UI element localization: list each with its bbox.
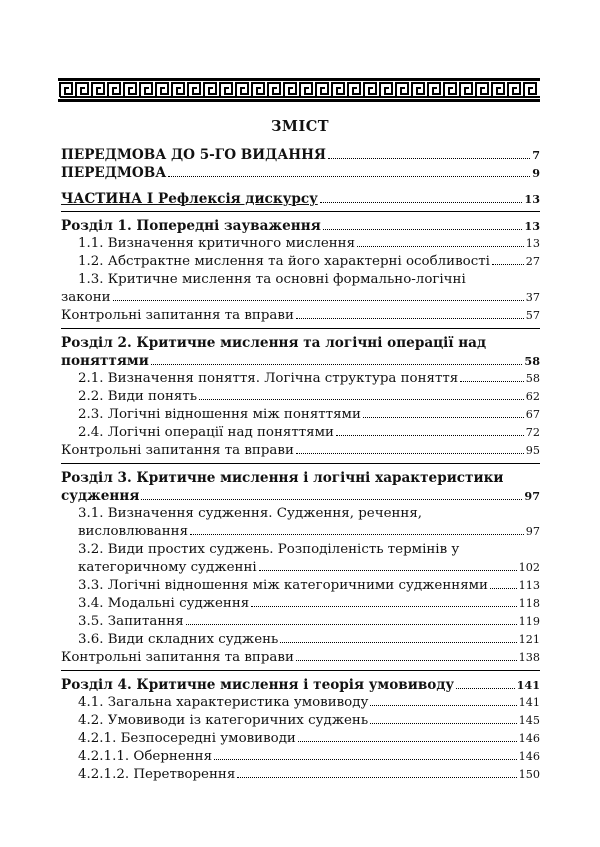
toc-entry-1-1[interactable]: 1.1. Визначення критичного мислення 13 bbox=[78, 236, 540, 251]
toc-entry-chapter-2[interactable]: поняттями 58 bbox=[61, 353, 540, 369]
section-divider bbox=[61, 328, 540, 329]
leader-dots bbox=[323, 229, 523, 230]
toc-entry-3-5[interactable]: 3.5. Запитання 119 bbox=[78, 614, 540, 629]
leader-dots bbox=[141, 499, 522, 500]
toc-entry-4-2[interactable]: 4.2. Умовиводи із категоричних суджень 145 bbox=[78, 713, 540, 728]
toc-entry-part-1[interactable]: ЧАСТИНА І Рефлексія дискурсу 13 bbox=[61, 191, 540, 207]
toc-entry-chapter-3[interactable]: судження 97 bbox=[61, 488, 540, 504]
toc-entry-1-3-line1[interactable]: 1.3. Критичне мислення та основні формально-логічні bbox=[78, 272, 466, 287]
toc-entry-4-2-1[interactable]: 4.2.1. Безпосередні умовиводи 146 bbox=[78, 731, 540, 746]
toc-entry-foreword[interactable]: ПЕРЕДМОВА 9 bbox=[61, 165, 540, 181]
leader-dots bbox=[296, 660, 517, 661]
toc-entry-chapter-4[interactable]: Розділ 4. Критичне мислення і теорія умовиводу 141 bbox=[61, 677, 540, 693]
toc-entry-2-3[interactable]: 2.3. Логічні відношення між поняттями 67 bbox=[78, 407, 540, 422]
leader-dots bbox=[460, 381, 523, 382]
leader-dots bbox=[186, 624, 517, 625]
leader-dots bbox=[259, 570, 517, 571]
section-divider bbox=[61, 670, 540, 671]
toc-entry-1-2[interactable]: 1.2. Абстрактне мислення та його характерні особливості 27 bbox=[78, 254, 540, 269]
toc-entry-foreword-5th-edition[interactable]: ПЕРЕДМОВА ДО 5-ГО ВИДАННЯ 7 bbox=[61, 147, 540, 163]
meander-pattern bbox=[60, 83, 540, 97]
toc-entry-4-2-1-2[interactable]: 4.2.1.2. Перетворення 150 bbox=[78, 767, 540, 782]
toc-entry-1-3[interactable]: закони 37 bbox=[61, 290, 540, 305]
toc-entry-ch3-questions[interactable]: Контрольні запитання та вправи 138 bbox=[61, 650, 540, 665]
toc-entry-3-1-line1[interactable]: 3.1. Визначення судження. Судження, речення, bbox=[78, 506, 423, 521]
toc-entry-chapter-2-line1[interactable]: Розділ 2. Критичне мислення та логічні операції над bbox=[61, 335, 487, 351]
toc-entry-2-2[interactable]: 2.2. Види понять 62 bbox=[78, 389, 540, 404]
leader-dots bbox=[363, 417, 524, 418]
greek-key-border-ornament bbox=[58, 78, 540, 102]
leader-dots bbox=[280, 642, 516, 643]
toc-entry-2-1[interactable]: 2.1. Визначення поняття. Логічна структура поняття 58 bbox=[78, 371, 540, 386]
toc-entry-chapter-3-line1[interactable]: Розділ 3. Критичне мислення і логічні характеристики bbox=[61, 470, 504, 486]
toc-entry-3-2[interactable]: категоричному судженні 102 bbox=[78, 560, 540, 575]
leader-dots bbox=[151, 364, 523, 365]
toc-entry-3-6[interactable]: 3.6. Види складних суджень 121 bbox=[78, 632, 540, 647]
toc-entry-4-2-1-1[interactable]: 4.2.1.1. Обернення 146 bbox=[78, 749, 540, 764]
toc-entry-3-1[interactable]: висловлювання 97 bbox=[78, 524, 540, 539]
leader-dots bbox=[357, 246, 524, 247]
leader-dots bbox=[168, 176, 530, 177]
toc-entry-3-4[interactable]: 3.4. Модальні судження 118 bbox=[78, 596, 540, 611]
leader-dots bbox=[370, 705, 516, 706]
leader-dots bbox=[336, 435, 524, 436]
toc-entry-3-2-line1[interactable]: 3.2. Види простих суджень. Розподіленість термінів у bbox=[78, 542, 460, 557]
leader-dots bbox=[296, 318, 524, 319]
toc-entry-chapter-1[interactable]: Розділ 1. Попередні зауваження 13 bbox=[61, 218, 540, 234]
leader-dots bbox=[370, 723, 516, 724]
toc-title: ЗМІСТ bbox=[270, 118, 330, 135]
leader-dots bbox=[492, 264, 524, 265]
toc-entry-ch1-questions[interactable]: Контрольні запитання та вправи 57 bbox=[61, 308, 540, 323]
leader-dots bbox=[298, 741, 517, 742]
leader-dots bbox=[214, 759, 517, 760]
leader-dots bbox=[296, 453, 524, 454]
table-of-contents bbox=[61, 146, 540, 784]
leader-dots bbox=[320, 202, 523, 203]
toc-entry-2-4[interactable]: 2.4. Логічні операції над поняттями 72 bbox=[78, 425, 540, 440]
toc-entry-ch2-questions[interactable]: Контрольні запитання та вправи 95 bbox=[61, 443, 540, 458]
leader-dots bbox=[328, 158, 530, 159]
leader-dots bbox=[190, 534, 524, 535]
leader-dots bbox=[456, 688, 515, 689]
section-divider bbox=[61, 211, 540, 212]
toc-entry-4-1[interactable]: 4.1. Загальна характеристика умовиводу 141 bbox=[78, 695, 540, 710]
leader-dots bbox=[199, 399, 524, 400]
leader-dots bbox=[113, 300, 524, 301]
toc-entry-3-3[interactable]: 3.3. Логічні відношення між категоричними судженнями 113 bbox=[78, 578, 540, 593]
leader-dots bbox=[251, 606, 516, 607]
leader-dots bbox=[237, 777, 516, 778]
section-divider bbox=[61, 463, 540, 464]
leader-dots bbox=[490, 588, 517, 589]
